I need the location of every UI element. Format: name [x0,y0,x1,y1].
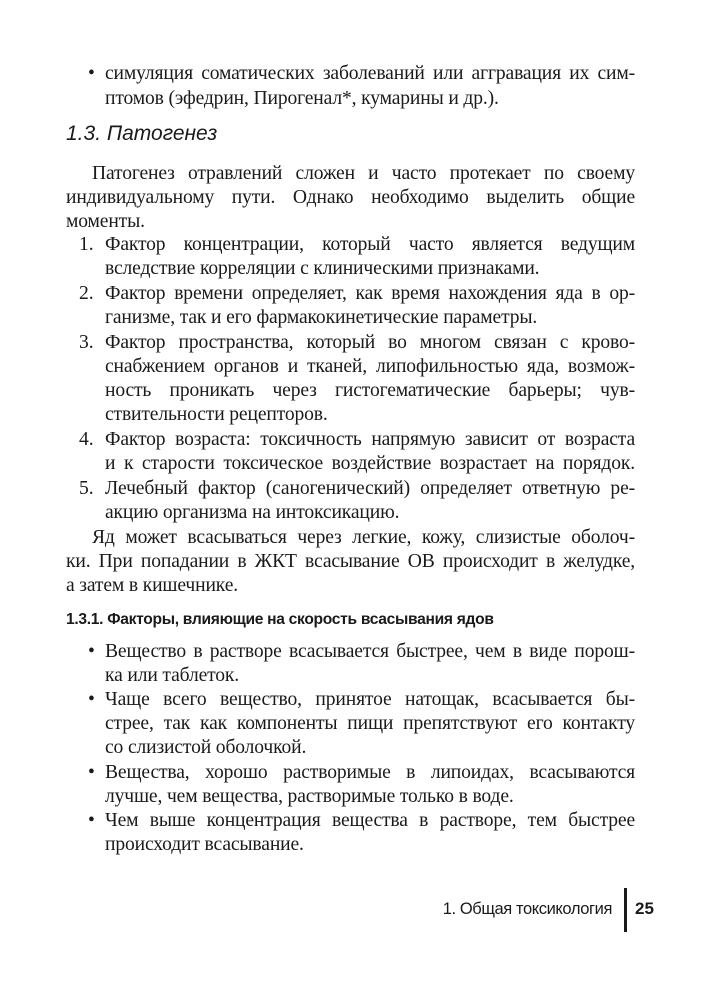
section-heading: 1.3. Патогенез [66,122,218,145]
list-line: ность проникать через гистогематические барьеры; чув- [105,380,635,401]
bullet-marker: • [88,641,95,662]
list-line: Вещества, хорошо растворимые в липоидах, всасываются [105,762,635,783]
bullet-marker: • [88,810,95,831]
page-number: 25 [635,899,654,918]
list-line: ствительности рецепторов. [105,404,328,425]
list-line: снабжением органов и тканей, липофильностью яда, возмож- [105,356,635,377]
list-line: акцию организма на интоксикацию. [105,502,400,523]
footer-divider [624,888,627,932]
bullet-marker: • [88,63,95,84]
list-line: птомов (эфедрин, Пирогенал*, кумарины и др.). [105,88,499,109]
paragraph-line: моменты. [66,211,145,232]
list-line: ганизме, так и его фармакокинетические параметры. [105,307,538,328]
list-line: Лечебный фактор (саногенический) определяет ответную ре- [105,478,635,499]
list-number: 5. [79,478,94,499]
paragraph-line: Яд может всасываться через легкие, кожу, слизистые оболоч- [92,527,635,548]
paragraph-line: ки. При попадании в ЖКТ всасывание ОВ происходит в желудке, [66,551,635,572]
paragraph-line: индивидуальному пути. Однако необходимо выделить общие [66,187,635,208]
list-line: Фактор возраста: токсичность напрямую зависит от возраста [105,429,635,450]
list-line: и к старости токсическое воздействие возрастает на порядок. [105,453,635,474]
list-line: ка или таблеток. [105,665,240,686]
list-number: 2. [79,283,94,304]
list-line: Вещество в растворе всасывается быстрее, чем в виде порош- [105,641,635,662]
list-line: происходит всасывание. [105,834,304,855]
list-number: 3. [79,332,94,353]
list-line: Фактор пространства, который во многом связан с крово- [105,332,635,353]
subsection-heading: 1.3.1. Факторы, влияющие на скорость всасывания ядов [66,611,494,628]
paragraph-line: а затем в кишечнике. [66,575,238,596]
list-line: лучше, чем вещества, растворимые только в воде. [105,786,514,807]
running-footer-chapter: 1. Общая токсикология [442,900,612,918]
list-line: со слизистой оболочкой. [105,737,307,758]
list-line: стрее, так как компоненты пищи препятствуют его контакту [105,713,635,734]
list-line: Фактор концентрации, который часто является ведущим [105,234,635,255]
list-line: симуляция соматических заболеваний или аггравация их сим- [105,63,635,84]
list-line: Чаще всего вещество, принятое натощак, всасывается бы- [105,689,635,710]
bullet-marker: • [88,689,95,710]
paragraph-line: Патогенез отравлений сложен и часто протекает по своему [92,163,635,184]
list-line: вследствие корреляции с клиническими признаками. [105,258,540,279]
list-line: Фактор времени определяет, как время нахождения яда в ор- [105,283,635,304]
list-number: 1. [79,234,94,255]
bullet-marker: • [88,762,95,783]
list-number: 4. [79,429,94,450]
list-line: Чем выше концентрация вещества в растворе, тем быстрее [105,810,635,831]
